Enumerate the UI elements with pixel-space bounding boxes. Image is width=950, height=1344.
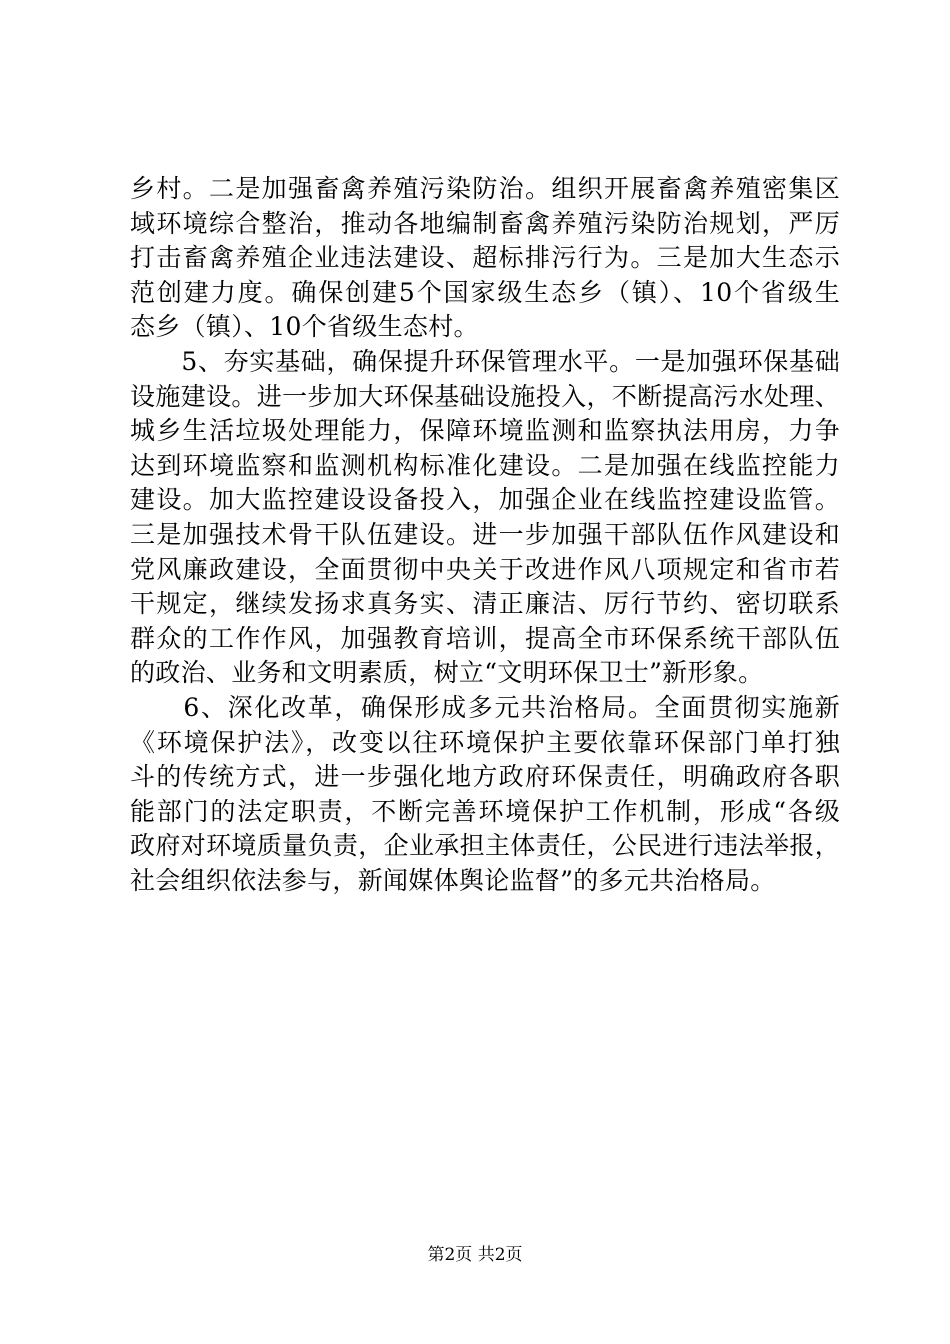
text-line: 斗的传统方式，进一步强化地方政府环保责任，明确政府各职 (130, 762, 840, 792)
text-line: 社会组织依法参与，新闻媒体舆论监督”的多元共治格局。 (130, 865, 776, 895)
text-line: 乡村。二是加强畜禽养殖污染防治。组织开展畜禽养殖密集区 (130, 174, 840, 203)
text-line: 城乡生活垃圾处理能力，保障环境监测和监察执法用房，力争 (130, 416, 840, 446)
text-line: 党风廉政建设，全面贯彻中央关于改进作风八项规定和省市若 (130, 554, 840, 584)
text-line: 范创建力度。确保创建5个国家级生态乡（镇）、10个省级生 (130, 277, 840, 307)
text-line: 干规定，继续发扬求真务实、清正廉洁、厉行节约、密切联系 (130, 589, 840, 619)
text-line: 5、夯实基础，确保提升环保管理水平。一是加强环保基础 (130, 346, 840, 376)
text-line: 政府对环境质量负责，企业承担主体责任，公民进行违法举报， (130, 831, 840, 861)
page-footer: 第2页 共2页 (427, 1245, 523, 1265)
text-line: 设施建设。进一步加大环保基础设施投入，不断提高污水处理、 (130, 381, 840, 411)
body-text (130, 172, 840, 898)
text-line: 能部门的法定职责，不断完善环境保护工作机制，形成“各级 (130, 796, 840, 826)
text-line: 《环境保护法》，改变以往环境保护主要依靠环保部门单打独 (130, 727, 840, 757)
text-line: 群众的工作作风，加强教育培训，提高全市环保系统干部队伍 (130, 623, 840, 653)
text-line: 域环境综合整治，推动各地编制畜禽养殖污染防治规划，严厉 (130, 208, 840, 238)
text-line: 打击畜禽养殖企业违法建设、超标排污行为。三是加大生态示 (130, 243, 840, 273)
text-line: 态乡（镇）、10个省级生态村。 (130, 312, 479, 342)
text-line: 三是加强技术骨干队伍建设。进一步加强干部队伍作风建设和 (130, 519, 840, 549)
text-line: 建设。加大监控建设设备投入，加强企业在线监控建设监管。 (130, 485, 840, 515)
text-line: 达到环境监察和监测机构标准化建设。二是加强在线监控能力 (130, 450, 840, 480)
text-line: 的政治、业务和文明素质，树立“文明环保卫士”新形象。 (130, 658, 764, 688)
text-line: 6、深化改革，确保形成多元共治格局。全面贯彻实施新 (130, 692, 840, 722)
